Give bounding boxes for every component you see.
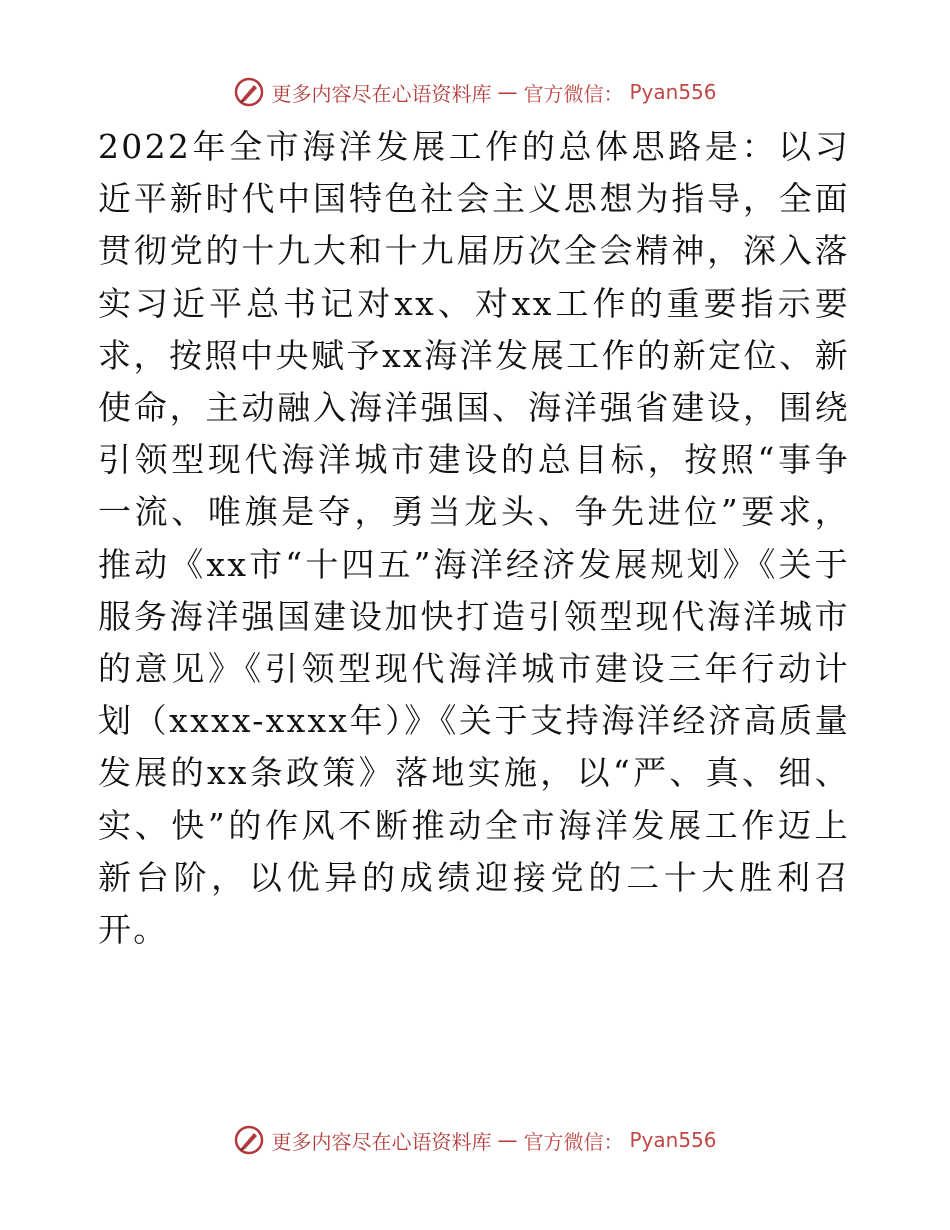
watermark-separator: — xyxy=(497,1128,518,1152)
watermark-wechat-id: Pyan556 xyxy=(629,1128,717,1152)
watermark-wechat-label: 官方微信： xyxy=(523,1129,624,1154)
pen-logo-icon xyxy=(233,1124,265,1156)
watermark-separator: — xyxy=(497,80,518,104)
footer-watermark xyxy=(0,1120,950,1160)
watermark-text: 更多内容尽在心语资料库 xyxy=(271,81,492,106)
document-paragraph: 2022年全市海洋发展工作的总体思路是：以习近平新时代中国特色社会主义思想为指导，全面贯彻党的十九大和十九届历次全会精神，深入落实习近平总书记对xx、对xx工作的重要指示要求，按照中央赋予xx海洋发展工作的新定位、新使命，主动融入海洋强国、海洋强省建设，围绕引领型现代海洋城市建设的总目标，按照“事争一流、唯旗是夺，勇当龙头、争先进位”要求，推动《xx市“十四五”海洋经济发展规划》《关于服务海洋强国建设加快打造引领型现代海洋城市的意见》《引领型现代海洋城市建设三年行动计划（xxxx-xxxx年）》《关于支持海洋经济高质量发展的xx条政策》落地实施，以“严、真、细、实、快”的作风不断推动全市海洋发展工作迈上新台阶，以优异的成绩迎接党的二十大胜利召开。 xyxy=(98,127,850,950)
watermark-wechat-label: 官方微信： xyxy=(523,81,624,106)
pen-logo-icon xyxy=(233,76,265,108)
header-watermark xyxy=(0,72,950,112)
watermark-text: 更多内容尽在心语资料库 xyxy=(271,1129,492,1154)
watermark-wechat-id: Pyan556 xyxy=(629,80,717,104)
